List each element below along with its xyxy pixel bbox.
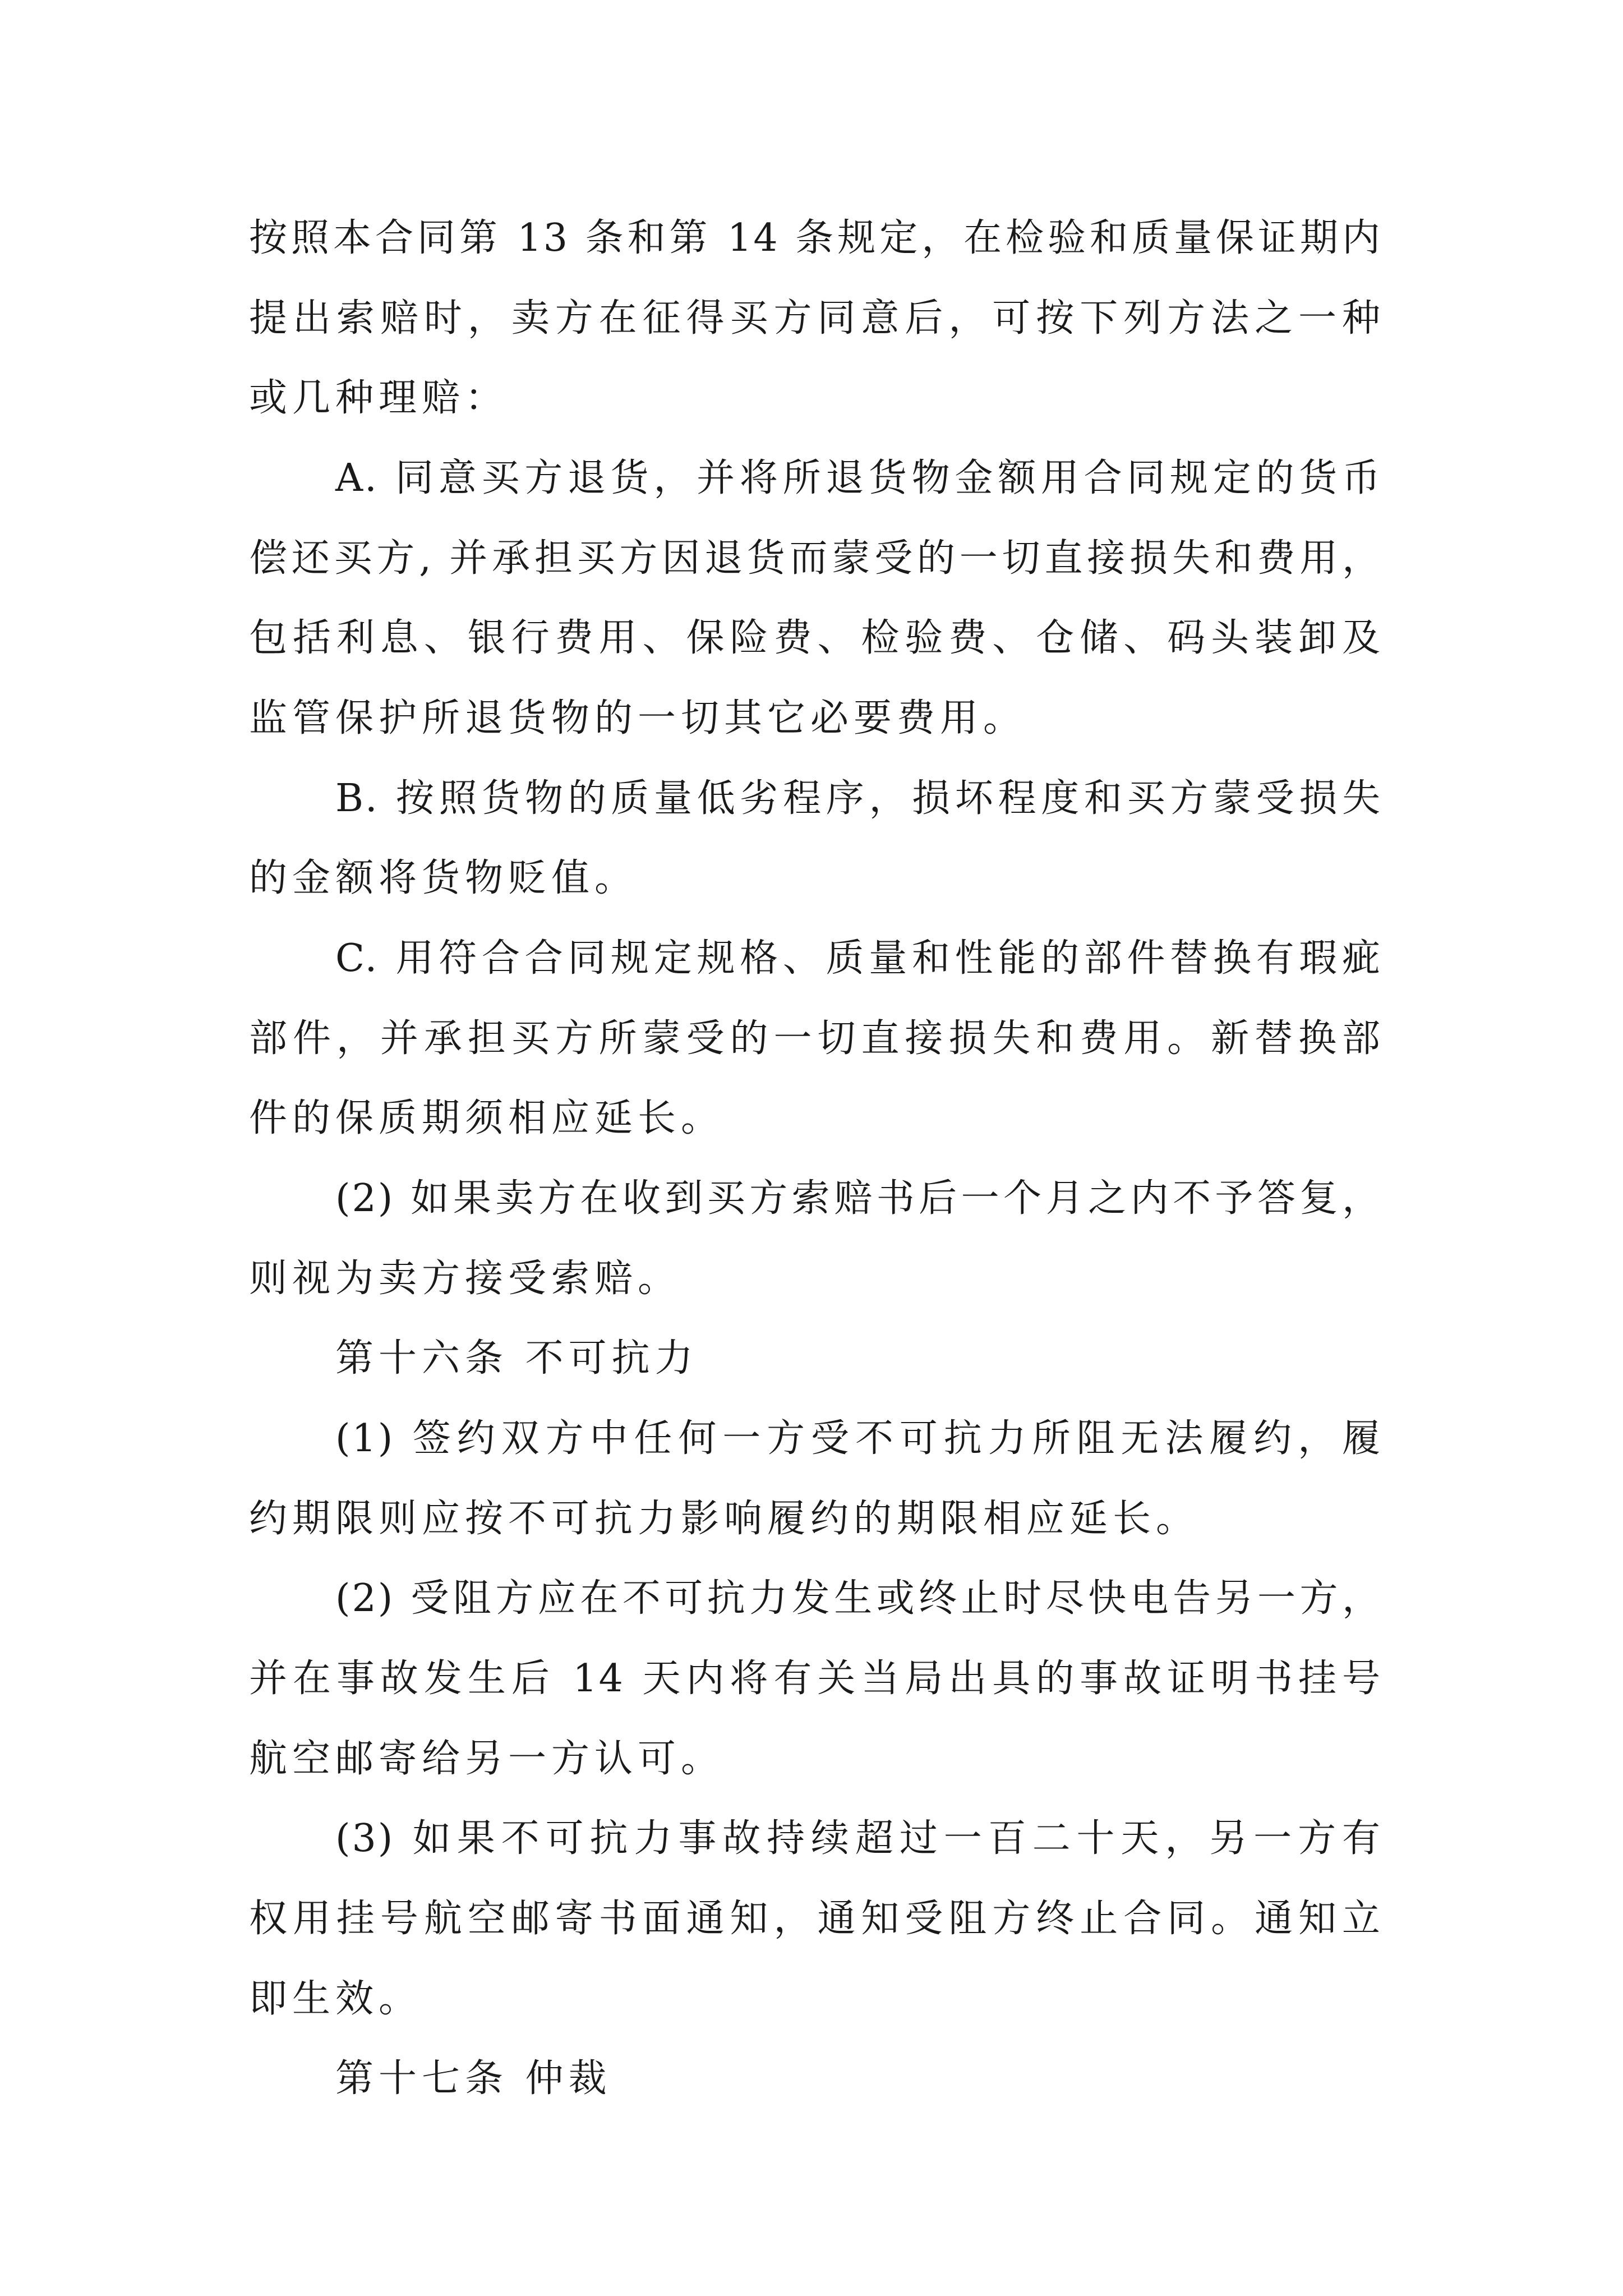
clause-b-line: B. 按照货物的质量低劣程序，损坏程度和买方蒙受损失	[335, 776, 1382, 821]
body-line: 的金额将货物贬值。	[249, 856, 638, 900]
body-line: 按照本合同第 13 条和第 14 条规定，在检验和质量保证期内	[249, 216, 1382, 260]
body-line: 并在事故发生后 14 天内将有关当局出具的事故证明书挂号	[249, 1657, 1382, 1701]
body-line: 部件，并承担买方所蒙受的一切直接损失和费用。新替换部	[249, 1016, 1382, 1061]
body-line: 约期限则应按不可抗力影响履约的期限相应延长。	[249, 1497, 1200, 1541]
body-line: 航空邮寄给另一方认可。	[249, 1737, 725, 1781]
body-line: 件的保质期须相应延长。	[249, 1096, 725, 1140]
body-line: 权用挂号航空邮寄书面通知，通知受阻方终止合同。通知立	[249, 1897, 1382, 1941]
clause-c-line: C. 用符合合同规定规格、质量和性能的部件替换有瑕疵	[335, 936, 1382, 981]
body-line: 提出索赔时，卖方在征得买方同意后，可按下列方法之一种	[249, 296, 1382, 341]
body-line: 则视为卖方接受索赔。	[249, 1257, 681, 1301]
body-line: 包括利息、银行费用、保险费、检验费、仓储、码头装卸及	[249, 616, 1382, 660]
item-3-line: (3) 如果不可抗力事故持续超过一百二十天，另一方有	[335, 1816, 1382, 1861]
item-2-line: (2) 如果卖方在收到买方索赔书后一个月之内不予答复，	[335, 1176, 1382, 1221]
body-line: 偿还买方, 并承担买方因退货而蒙受的一切直接损失和费用，	[249, 536, 1382, 581]
article-16-heading: 第十六条 不可抗力	[335, 1336, 698, 1381]
article-17-heading: 第十七条 仲裁	[335, 2056, 612, 2101]
body-line: 或几种理赔：	[249, 376, 509, 420]
clause-a-line: A. 同意买方退货，并将所退货物金额用合同规定的货币	[335, 456, 1382, 500]
body-line: 即生效。	[249, 1977, 422, 2021]
item-2-line: (2) 受阻方应在不可抗力发生或终止时尽快电告另一方，	[335, 1576, 1382, 1621]
body-line: 监管保护所退货物的一切其它必要费用。	[249, 696, 1027, 740]
item-1-line: (1) 签约双方中任何一方受不可抗力所阻无法履约，履	[335, 1416, 1382, 1461]
